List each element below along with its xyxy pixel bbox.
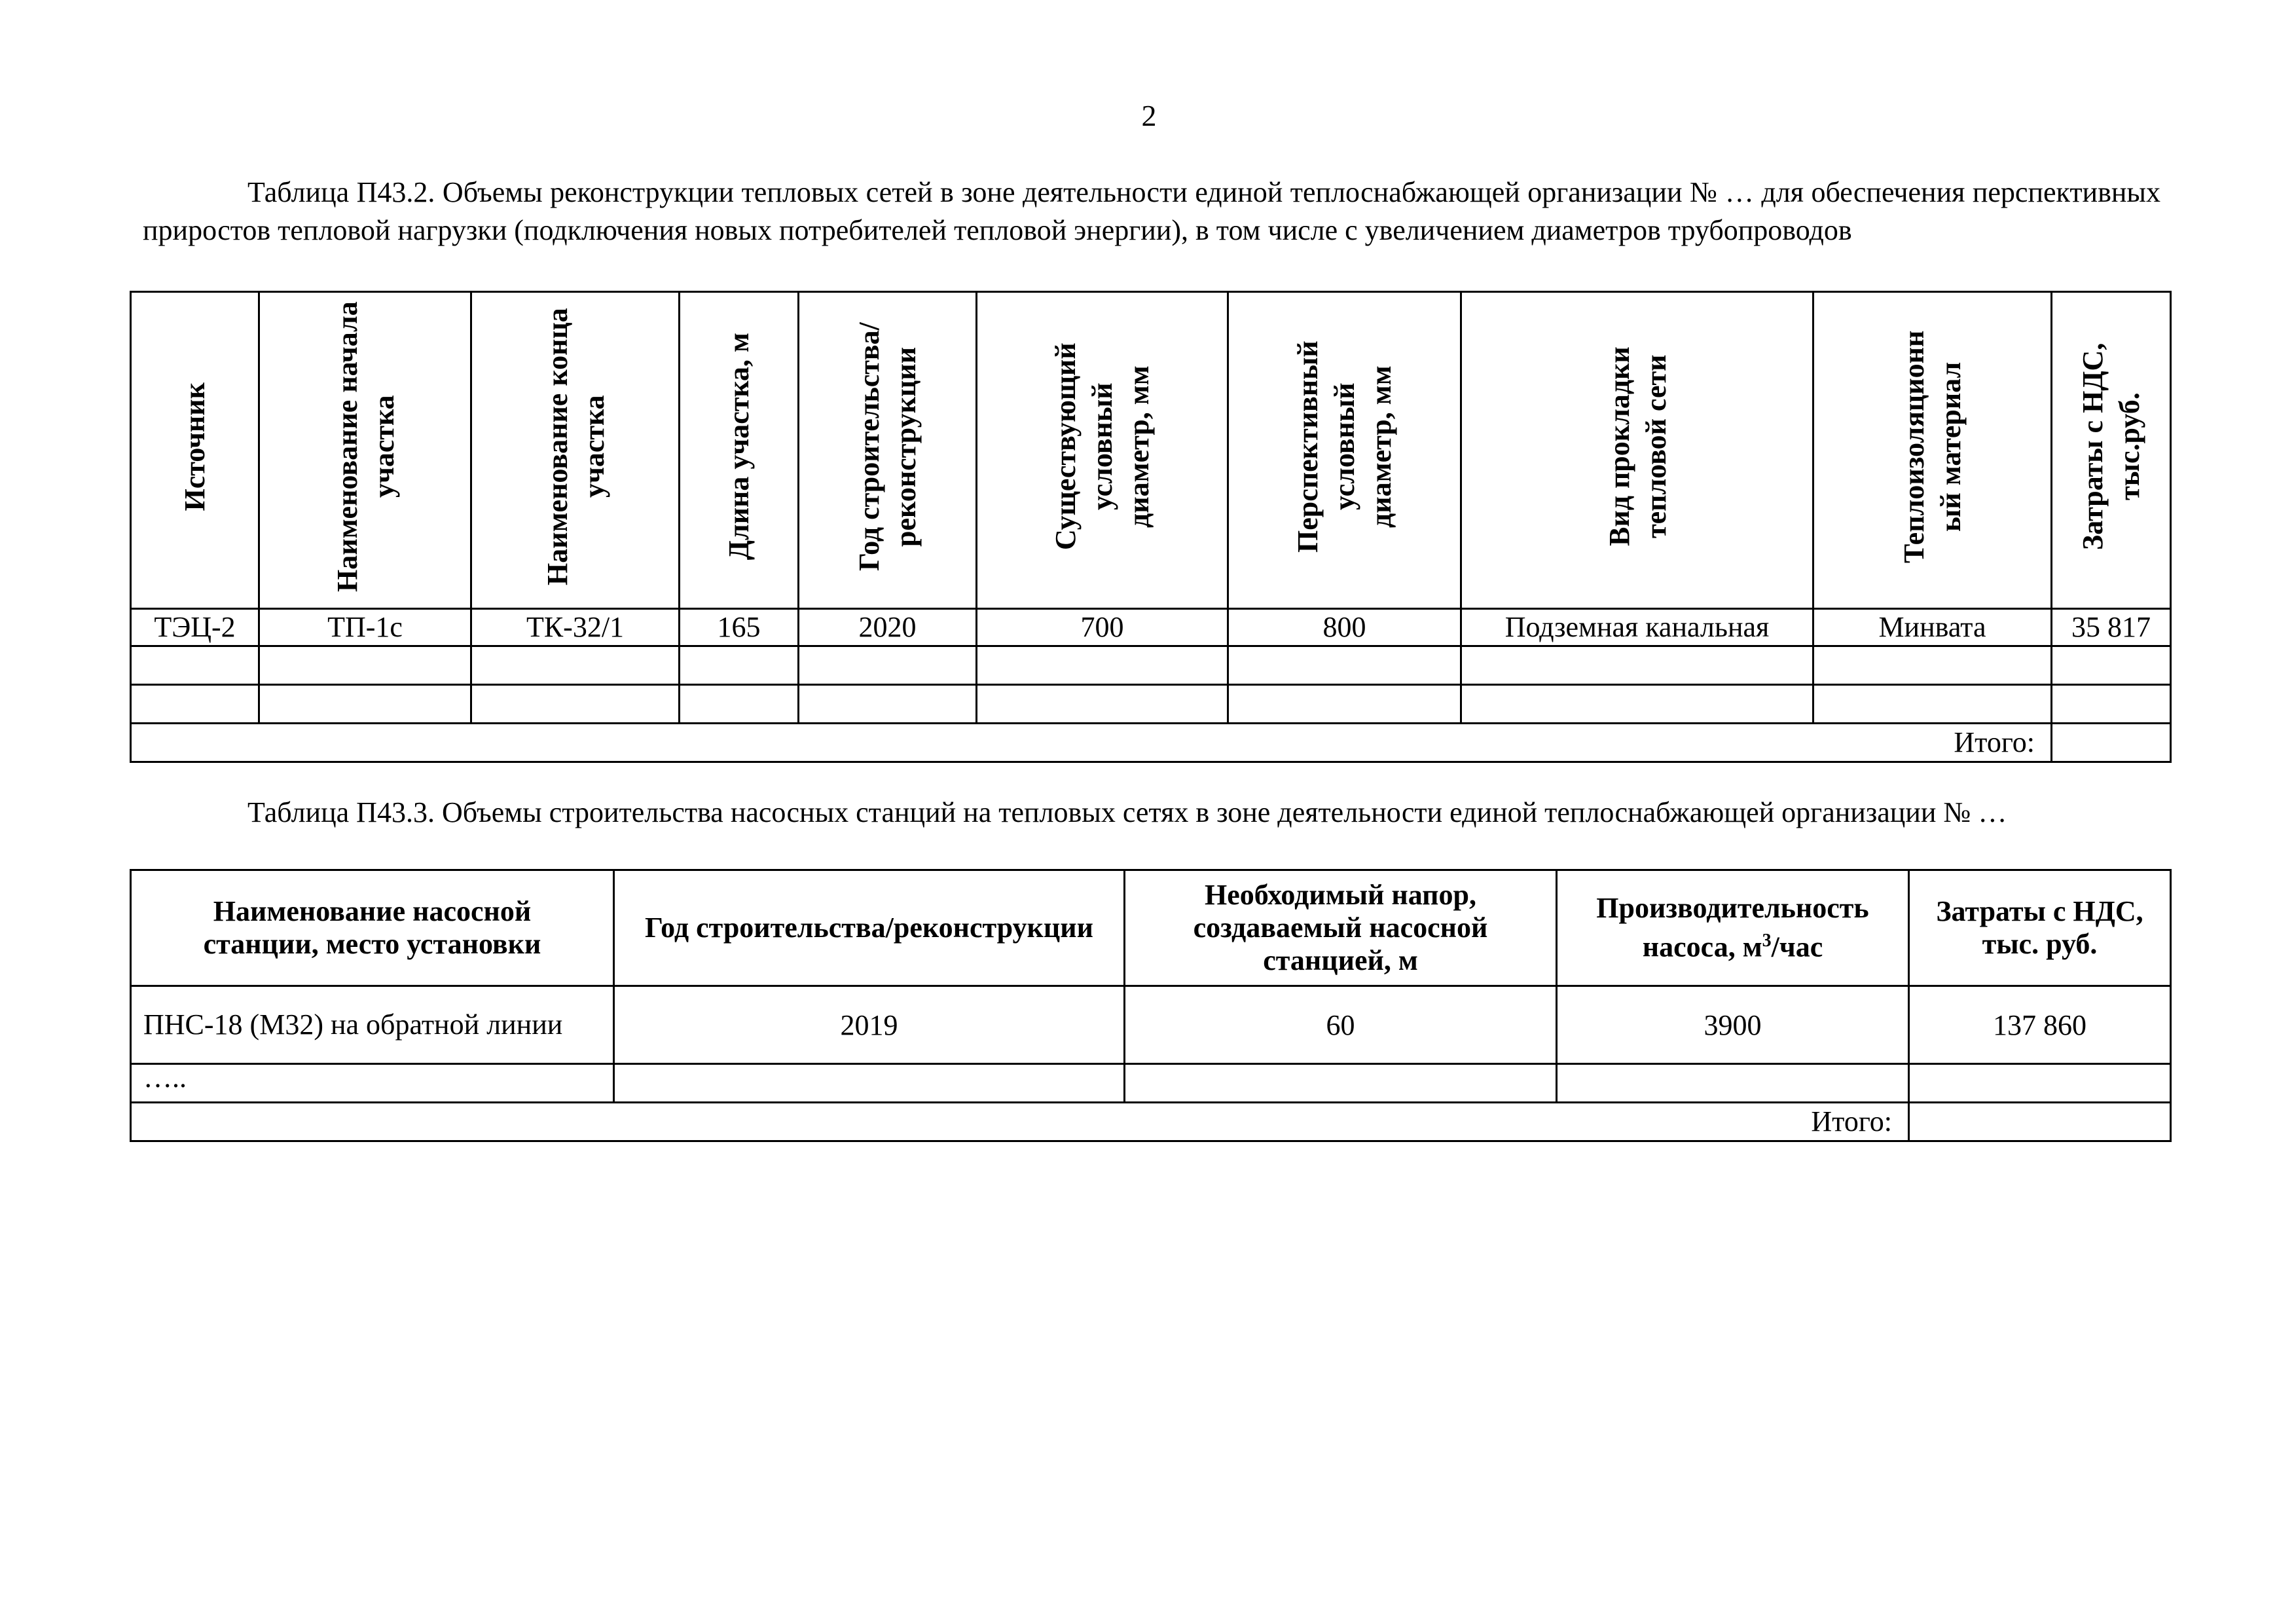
cell-source: ТЭЦ-2 (131, 609, 259, 646)
table2-caption: Таблица П43.3. Объемы строительства насосных станций на тепловых сетях в зоне деятельности единой теплоснабжающей организации № … (247, 796, 2007, 828)
table1-total-row (131, 724, 2171, 762)
cell-pressure: 60 (1125, 986, 1557, 1064)
cell-year: 2019 (614, 986, 1125, 1064)
table-row (131, 986, 2171, 1064)
table-row-empty (131, 646, 2171, 685)
cell-existing-diameter: 700 (977, 609, 1228, 646)
cell-ellipsis: ….. (131, 1064, 614, 1103)
total-label: Итого: (131, 724, 2052, 762)
table-pumping-stations (130, 869, 2172, 1142)
header-section-start: Наименование начала участка (259, 292, 471, 609)
cell-cost: 137 860 (1909, 986, 2171, 1064)
page-number: 2 (1141, 99, 1157, 132)
header-cost: Затраты с НДС, тыс. руб. (1909, 870, 2171, 986)
header-laying-type: Вид прокладки тепловой сети (1461, 292, 1813, 609)
cell-insulation-material: Минвата (1813, 609, 2052, 646)
table1-caption: Таблица П43.2. Объемы реконструкции тепловых сетей в зоне деятельности единой теплоснабжающей организации № … для обеспечения перспективных приростов тепловой нагрузки (подключения новых потребителей тепловой энергии), в том числе с увеличением диаметров трубопроводов (143, 176, 2160, 246)
table1-header-row (131, 292, 2171, 609)
total-label: Итого: (131, 1103, 1909, 1141)
header-construction-year: Год строительства/ реконструкции (799, 292, 977, 609)
total-value (2052, 724, 2171, 762)
header-station-name: Наименование насосной станции, место установки (131, 870, 614, 986)
table2-total-row (131, 1103, 2171, 1141)
cell-construction-year: 2020 (799, 609, 977, 646)
cell-laying-type: Подземная канальная (1461, 609, 1813, 646)
cell-cost: 35 817 (2052, 609, 2171, 646)
table2-header-row (131, 870, 2171, 986)
header-pressure: Необходимый напор, создаваемый насосной станцией, м (1125, 870, 1557, 986)
cell-section-length: 165 (680, 609, 799, 646)
cell-prospective-diameter: 800 (1228, 609, 1461, 646)
table-row-empty (131, 685, 2171, 724)
header-source: Источник (131, 292, 259, 609)
header-insulation-material: Теплоизоляционн ый материал (1813, 292, 2052, 609)
table-row (131, 609, 2171, 646)
cell-section-end: ТК-32/1 (471, 609, 680, 646)
cell-station-name: ПНС-18 (М32) на обратной линии (131, 986, 614, 1064)
cell-capacity: 3900 (1557, 986, 1909, 1064)
header-section-length: Длина участка, м (680, 292, 799, 609)
header-year: Год строительства/реконструкции (614, 870, 1125, 986)
cell-section-start: ТП-1с (259, 609, 471, 646)
header-capacity: Производительность насоса, $м^3$/час (1557, 870, 1909, 986)
header-section-end: Наименование конца участка (471, 292, 680, 609)
total-value (1909, 1103, 2171, 1141)
table-row-ellipsis (131, 1064, 2171, 1103)
header-cost: Затраты с НДС, тыс.руб. (2052, 292, 2171, 609)
table-heat-network-reconstruction (130, 291, 2172, 763)
header-existing-diameter: Существующий условный диаметр, мм (977, 292, 1228, 609)
header-prospective-diameter: Перспективный условный диаметр, мм (1228, 292, 1461, 609)
